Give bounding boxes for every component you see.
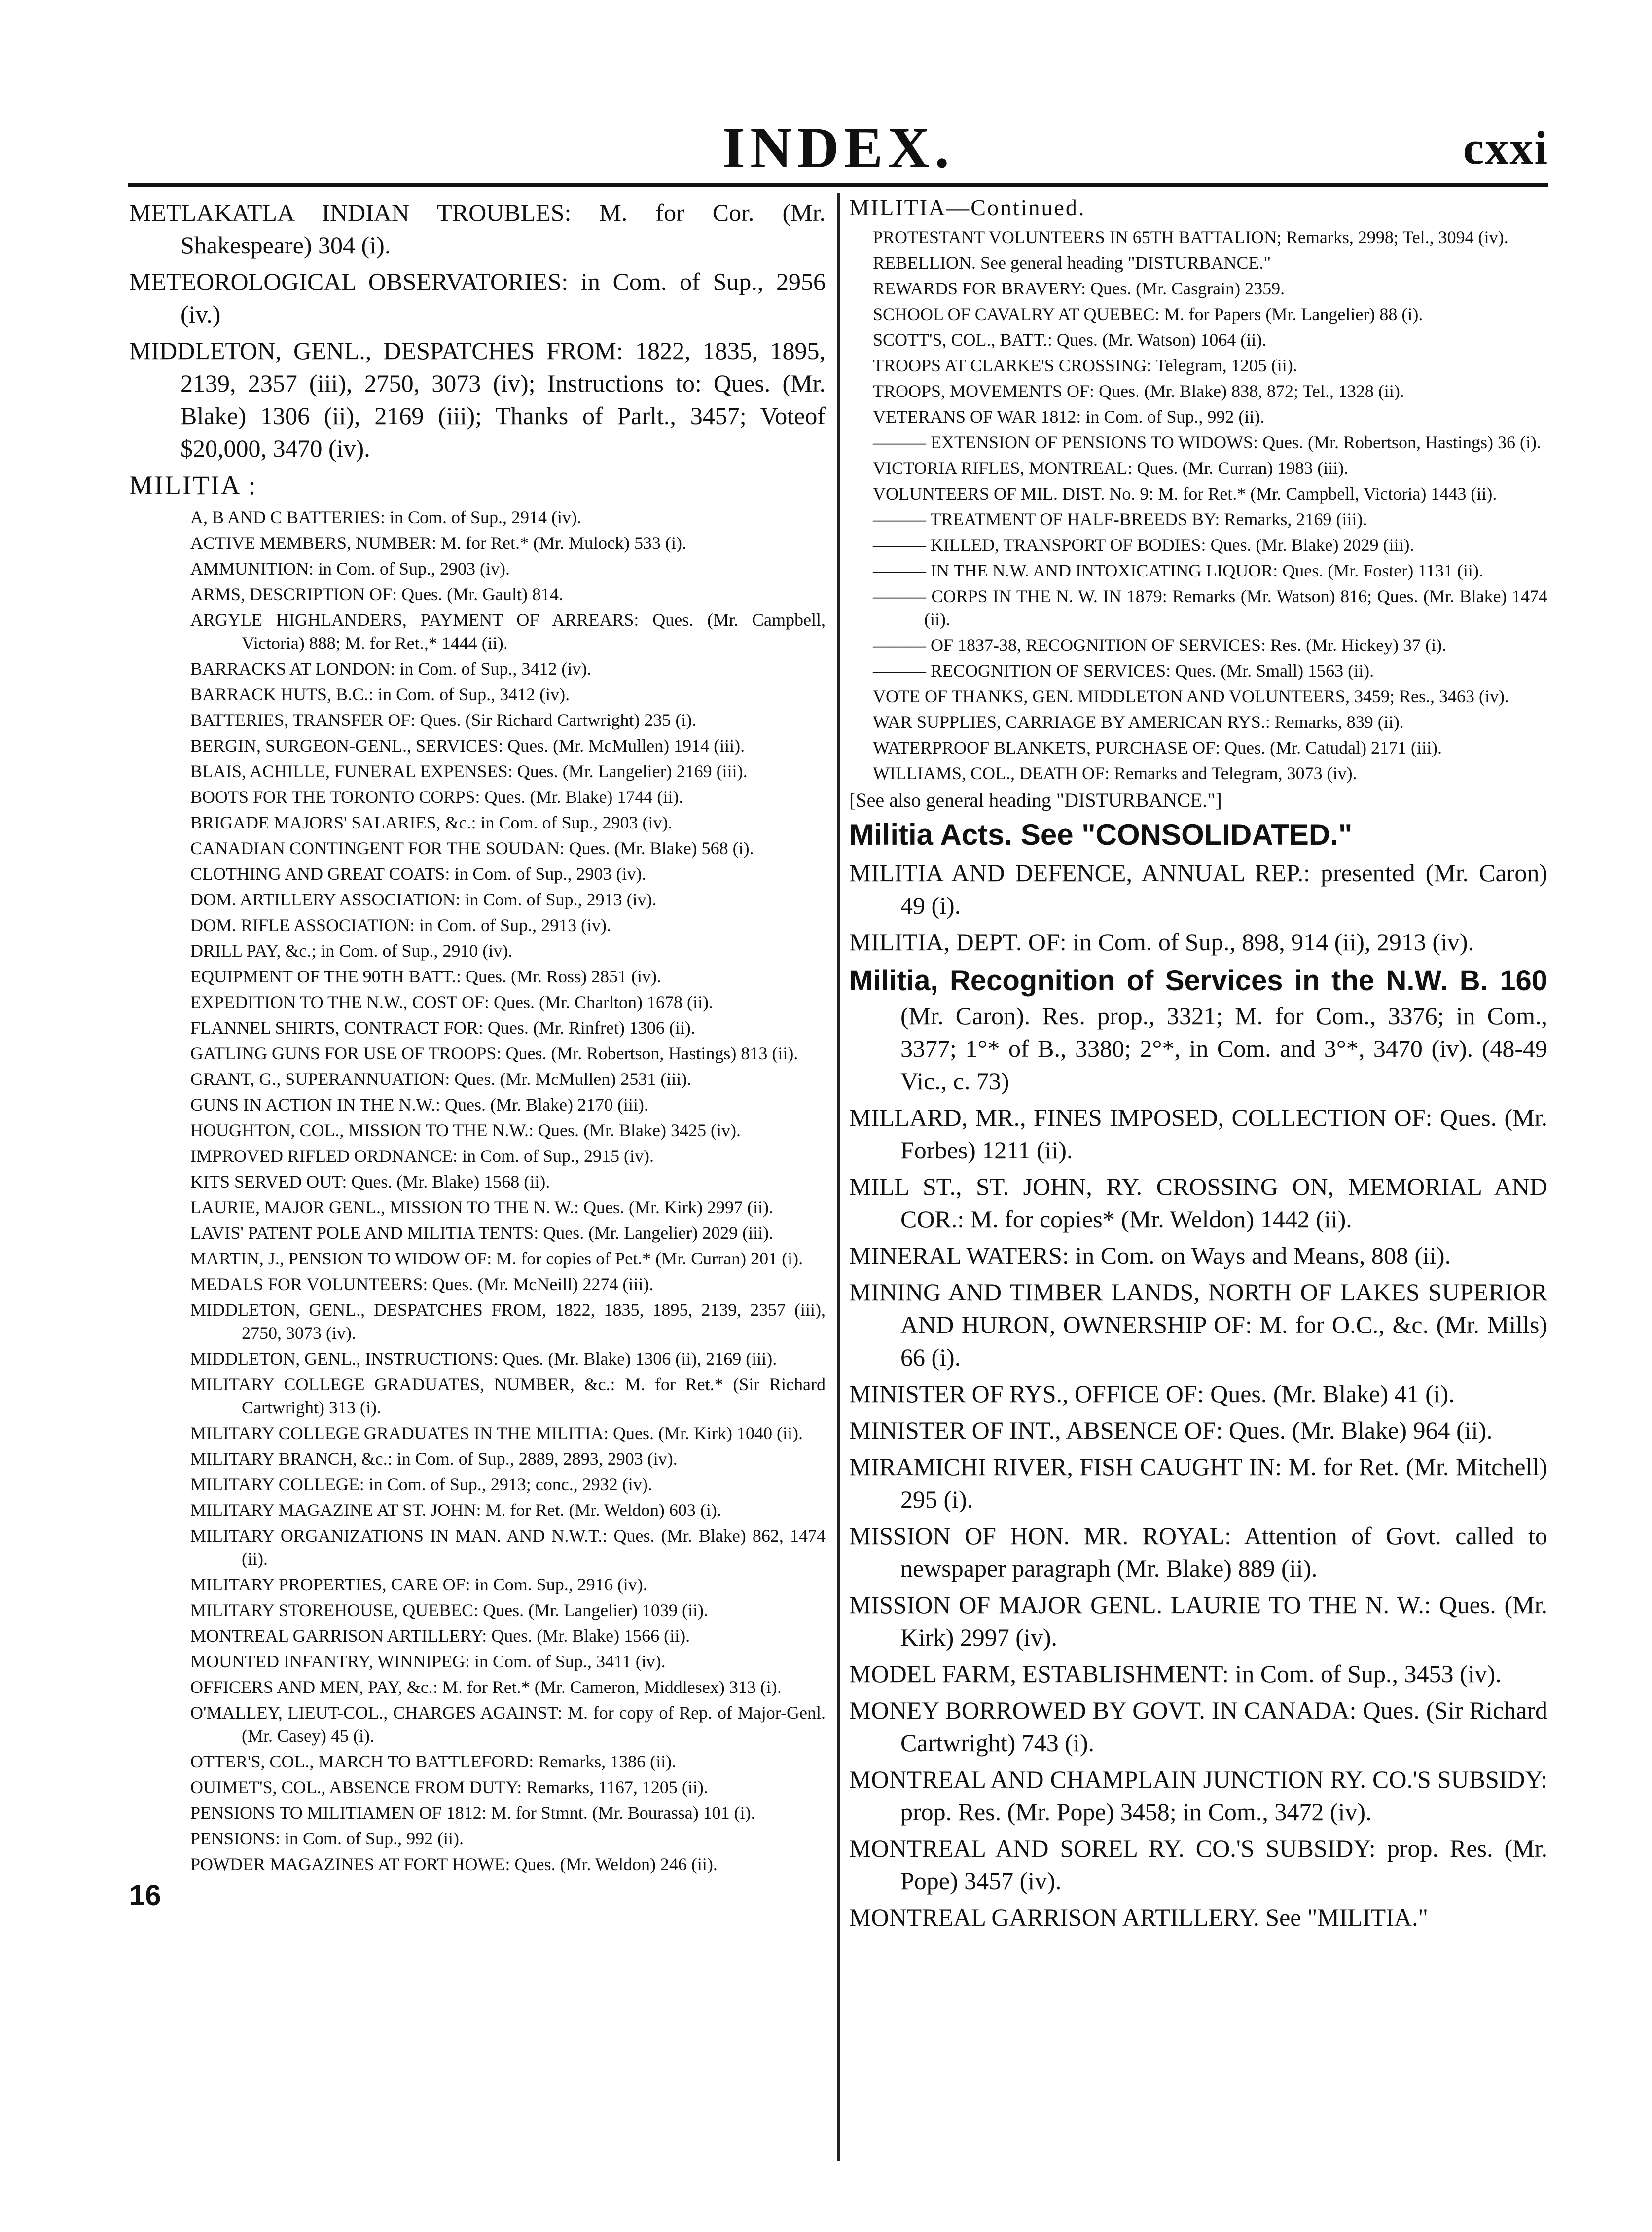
subentry: BOOTS FOR THE TORONTO CORPS: Ques. (Mr. Blake) 1744 (ii). (190, 787, 683, 807)
header-rule (128, 183, 1548, 187)
subentry: VOTE OF THANKS, GEN. MIDDLETON AND VOLUNTEERS, 3459; Res., 3463 (iv). (873, 686, 1509, 706)
signature-mark: 16 (129, 1879, 161, 1911)
subentry: GRANT, G., SUPERANNUATION: Ques. (Mr. McMullen) 2531 (iii). (190, 1069, 692, 1089)
index-entry: MINING AND TIMBER LANDS, NORTH OF LAKES SUPERIOR AND HURON, OWNERSHIP OF: M. for O.C., &c. (Mr. Mills) 66 (i). (849, 1278, 1547, 1371)
subentry: TROOPS, MOVEMENTS OF: Ques. (Mr. Blake) 838, 872; Tel., 1328 (ii). (873, 381, 1404, 401)
index-entry: MISSION OF HON. MR. ROYAL: Attention of Govt. called to newspaper paragraph (Mr. Blake) 889 (ii). (849, 1522, 1547, 1582)
subentry: ——— EXTENSION OF PENSIONS TO WIDOWS: Ques. (Mr. Robertson, Hastings) 36 (i). (873, 432, 1541, 452)
subentry: BRIGADE MAJORS' SALARIES, &c.: in Com. of Sup., 2903 (iv). (190, 813, 673, 832)
subentry: REWARDS FOR BRAVERY: Ques. (Mr. Casgrain) 2359. (873, 279, 1285, 298)
subentry: MIDDLETON, GENL., DESPATCHES FROM, 1822, 1835, 1895, 2139, 2357 (iii), 2750, 3073 (iv). (190, 1300, 826, 1343)
subentry: EXPEDITION TO THE N.W., COST OF: Ques. (Mr. Charlton) 1678 (ii). (190, 992, 713, 1012)
index-entry: MILITIA AND DEFENCE, ANNUAL REP.: presented (Mr. Caron) 49 (i). (849, 859, 1547, 919)
subentry: MILITARY COLLEGE: in Com. of Sup., 2913; conc., 2932 (iv). (190, 1475, 652, 1494)
subentry: VOLUNTEERS OF MIL. DIST. No. 9: M. for Ret.* (Mr. Campbell, Victoria) 1443 (ii). (873, 484, 1497, 504)
subentry: ARMS, DESCRIPTION OF: Ques. (Mr. Gault) 814. (190, 584, 564, 604)
subentry: ——— CORPS IN THE N. W. IN 1879: Remarks (Mr. Watson) 816; Ques. (Mr. Blake) 1474 (ii). (873, 586, 1547, 629)
subentry: BARRACK HUTS, B.C.: in Com. of Sup., 3412 (iv). (190, 684, 570, 704)
subentry: ——— KILLED, TRANSPORT OF BODIES: Ques. (Mr. Blake) 2029 (iii). (873, 535, 1414, 555)
subentry: TROOPS AT CLARKE'S CROSSING: Telegram, 1205 (ii). (873, 356, 1297, 375)
index-entry: MILITIA, DEPT. OF: in Com. of Sup., 898, 914 (ii), 2913 (iv). (849, 928, 1474, 956)
subentry: REBELLION. See general heading "DISTURBANCE." (873, 253, 1271, 273)
subentry: MARTIN, J., PENSION TO WIDOW OF: M. for copies of Pet.* (Mr. Curran) 201 (i). (190, 1249, 803, 1268)
subentry: BLAIS, ACHILLE, FUNERAL EXPENSES: Ques. (Mr. Langelier) 2169 (iii). (190, 761, 748, 781)
subentry: DOM. RIFLE ASSOCIATION: in Com. of Sup., 2913 (iv). (190, 915, 611, 935)
subentry: IMPROVED RIFLED ORDNANCE: in Com. of Sup., 2915 (iv). (190, 1146, 654, 1166)
subentry: GATLING GUNS FOR USE OF TROOPS: Ques. (Mr. Robertson, Hastings) 813 (ii). (190, 1044, 798, 1063)
index-entry: MODEL FARM, ESTABLISHMENT: in Com. of Sup., 3453 (iv). (849, 1660, 1502, 1688)
subentry: KITS SERVED OUT: Ques. (Mr. Blake) 1568 (ii). (190, 1172, 550, 1191)
subentry: GUNS IN ACTION IN THE N.W.: Ques. (Mr. Blake) 2170 (iii). (190, 1095, 648, 1115)
page-title: INDEX. (722, 115, 954, 180)
subentry: BERGIN, SURGEON-GENL., SERVICES: Ques. (Mr. McMullen) 1914 (iii). (190, 736, 745, 756)
subentry: MILITARY BRANCH, &c.: in Com. of Sup., 2889, 2893, 2903 (iv). (190, 1449, 678, 1469)
subentry: LAURIE, MAJOR GENL., MISSION TO THE N. W.: Ques. (Mr. Kirk) 2997 (ii). (190, 1197, 773, 1217)
index-entry: MINERAL WATERS: in Com. on Ways and Means, 808 (ii). (849, 1242, 1451, 1269)
subentry: BATTERIES, TRANSFER OF: Ques. (Sir Richard Cartwright) 235 (i). (190, 710, 697, 730)
page-number: cxxi (1463, 121, 1548, 174)
subentry: LAVIS' PATENT POLE AND MILITIA TENTS: Ques. (Mr. Langelier) 2029 (iii). (190, 1223, 774, 1243)
subentry: POWDER MAGAZINES AT FORT HOWE: Ques. (Mr. Weldon) 246 (ii). (190, 1854, 718, 1874)
subentry: CANADIAN CONTINGENT FOR THE SOUDAN: Ques. (Mr. Blake) 568 (i). (190, 838, 754, 858)
subentry: MILITARY COLLEGE GRADUATES IN THE MILITIA: Ques. (Mr. Kirk) 1040 (ii). (190, 1423, 803, 1443)
subentry: MONTREAL GARRISON ARTILLERY: Ques. (Mr. Blake) 1566 (ii). (190, 1626, 690, 1646)
page-header (128, 113, 1548, 182)
subentry: PENSIONS: in Com. of Sup., 992 (ii). (190, 1829, 464, 1848)
subentry: A, B AND C BATTERIES: in Com. of Sup., 2914 (iv). (190, 507, 582, 527)
index-entry: MONEY BORROWED BY GOVT. IN CANADA: Ques. (Sir Richard Cartwright) 743 (i). (849, 1696, 1547, 1757)
subentry: SCHOOL OF CAVALRY AT QUEBEC: M. for Papers (Mr. Langelier) 88 (i). (873, 304, 1423, 324)
index-entry: MILLARD, MR., FINES IMPOSED, COLLECTION OF: Ques. (Mr. Forbes) 1211 (ii). (849, 1104, 1547, 1164)
subentry: AMMUNITION: in Com. of Sup., 2903 (iv). (190, 559, 510, 578)
subentry: VICTORIA RIFLES, MONTREAL: Ques. (Mr. Curran) 1983 (iii). (873, 458, 1349, 478)
subentry: ——— IN THE N.W. AND INTOXICATING LIQUOR: Ques. (Mr. Foster) 1131 (ii). (873, 561, 1483, 580)
subentry: ——— OF 1837-38, RECOGNITION OF SERVICES: Res. (Mr. Hickey) 37 (i). (873, 635, 1447, 655)
subentry: O'MALLEY, LIEUT-COL., CHARGES AGAINST: M. for copy of Rep. of Major-Genl. (Mr. Casey) 45 (i). (190, 1703, 826, 1746)
left-column (129, 193, 826, 1913)
subentry: OFFICERS AND MEN, PAY, &c.: M. for Ret.* (Mr. Cameron, Middlesex) 313 (i). (190, 1677, 782, 1697)
index-entry: MINISTER OF INT., ABSENCE OF: Ques. (Mr. Blake) 964 (ii). (849, 1416, 1493, 1444)
subentry: MIDDLETON, GENL., INSTRUCTIONS: Ques. (Mr. Blake) 1306 (ii), 2169 (iii). (190, 1349, 777, 1368)
subentry: WATERPROOF BLANKETS, PURCHASE OF: Ques. (Mr. Catudal) 2171 (iii). (873, 738, 1442, 757)
militia-acts-entry: Militia Acts. See "CONSOLIDATED." (849, 818, 1353, 851)
recognition-bill-title: Militia, Recognition of Services in the N.W. B. 160 (849, 965, 1547, 997)
index-entry: MIDDLETON, GENL., DESPATCHES FROM: 1822, 1835, 1895, 2139, 2357 (iii), 2750, 3073 (iv); Instructions to: Ques. (Mr. Blake) 1306 (ii), 2169 (iii); Thanks of Parlt., 3457; Voteof $20,000, 3470 (iv). (129, 337, 826, 462)
index-entry: MINISTER OF RYS., OFFICE OF: Ques. (Mr. Blake) 41 (i). (849, 1380, 1455, 1407)
militia-continued-heading: MILITIA—Continued. (849, 195, 1086, 220)
subentry: VETERANS OF WAR 1812: in Com. of Sup., 992 (ii). (873, 407, 1265, 427)
subentry: OUIMET'S, COL., ABSENCE FROM DUTY: Remarks, 1167, 1205 (ii). (190, 1777, 708, 1797)
recognition-bill-details: (Mr. Caron). Res. prop., 3321; M. for Com., 3376; in Com., 3377; 1°* of B., 3380; 2°*, in Com. and 3°*, 3470 (iv). (48-49 Vic., c. 73) (900, 1002, 1547, 1095)
index-entry: METEOROLOGICAL OBSERVATORIES: in Com. of Sup., 2956 (iv.) (129, 268, 826, 328)
subentry: DOM. ARTILLERY ASSOCIATION: in Com. of Sup., 2913 (iv). (190, 890, 657, 909)
index-entry: MONTREAL GARRISON ARTILLERY. See "MILITIA." (849, 1904, 1428, 1931)
subentry: DRILL PAY, &c.; in Com. of Sup., 2910 (iv). (190, 941, 513, 961)
subentry: PROTESTANT VOLUNTEERS IN 65TH BATTALION; Remarks, 2998; Tel., 3094 (iv). (873, 227, 1508, 247)
subentry: FLANNEL SHIRTS, CONTRACT FOR: Ques. (Mr. Rinfret) 1306 (ii). (190, 1018, 695, 1038)
index-entry: MILL ST., ST. JOHN, RY. CROSSING ON, MEMORIAL AND COR.: M. for copies* (Mr. Weldon) 1442 (ii). (849, 1173, 1547, 1233)
subentry: OTTER'S, COL., MARCH TO BATTLEFORD: Remarks, 1386 (ii). (190, 1752, 677, 1771)
subentry: MILITARY COLLEGE GRADUATES, NUMBER, &c.: M. for Ret.* (Sir Richard Cartwright) 313 (i). (190, 1374, 826, 1417)
subentry: WAR SUPPLIES, CARRIAGE BY AMERICAN RYS.: Remarks, 839 (ii). (873, 712, 1404, 732)
index-entry: MIRAMICHI RIVER, FISH CAUGHT IN: M. for Ret. (Mr. Mitchell) 295 (i). (849, 1453, 1547, 1513)
index-entry: METLAKATLA INDIAN TROUBLES: M. for Cor. (Mr. Shakespeare) 304 (i). (129, 199, 826, 259)
see-also-note: [See also general heading "DISTURBANCE."] (849, 789, 1222, 811)
index-entry: MISSION OF MAJOR GENL. LAURIE TO THE N. W.: Ques. (Mr. Kirk) 2997 (iv). (849, 1591, 1547, 1651)
index-entry: MONTREAL AND SOREL RY. CO.'S SUBSIDY: prop. Res. (Mr. Pope) 3457 (iv). (849, 1835, 1547, 1895)
recognition-entry (849, 962, 1547, 1097)
subentry: MILITARY STOREHOUSE, QUEBEC: Ques. (Mr. Langelier) 1039 (ii). (190, 1600, 709, 1620)
subentry: ARGYLE HIGHLANDERS, PAYMENT OF ARREARS: Ques. (Mr. Campbell, Victoria) 888; M. for Ret.,* 1444 (ii). (190, 610, 826, 653)
subentry: HOUGHTON, COL., MISSION TO THE N.W.: Ques. (Mr. Blake) 3425 (iv). (190, 1120, 741, 1140)
subentry: MILITARY MAGAZINE AT ST. JOHN: M. for Ret. (Mr. Weldon) 603 (i). (190, 1500, 721, 1520)
subentry: MOUNTED INFANTRY, WINNIPEG: in Com. of Sup., 3411 (iv). (190, 1652, 666, 1671)
militia-heading: MILITIA : (129, 470, 257, 500)
subentry: ACTIVE MEMBERS, NUMBER: M. for Ret.* (Mr. Mulock) 533 (i). (190, 533, 686, 553)
subentry: ——— TREATMENT OF HALF-BREEDS BY: Remarks, 2169 (iii). (873, 509, 1367, 529)
right-column (849, 193, 1547, 1938)
subentry: BARRACKS AT LONDON: in Com. of Sup., 3412 (iv). (190, 659, 592, 679)
militia-continued-subentries (873, 226, 1547, 785)
subentry: MILITARY PROPERTIES, CARE OF: in Com. Sup., 2916 (iv). (190, 1575, 647, 1594)
subentry: SCOTT'S, COL., BATT.: Ques. (Mr. Watson) 1064 (ii). (873, 330, 1267, 350)
militia-subentries (190, 506, 826, 1876)
column-divider (837, 193, 840, 2161)
subentry: ——— RECOGNITION OF SERVICES: Ques. (Mr. Small) 1563 (ii). (873, 661, 1374, 681)
subentry: EQUIPMENT OF THE 90TH BATT.: Ques. (Mr. Ross) 2851 (iv). (190, 967, 661, 986)
subentry: MILITARY ORGANIZATIONS IN MAN. AND N.W.T.: Ques. (Mr. Blake) 862, 1474 (ii). (190, 1526, 826, 1569)
subentry: WILLIAMS, COL., DEATH OF: Remarks and Telegram, 3073 (iv). (873, 763, 1357, 783)
subentry: CLOTHING AND GREAT COATS: in Com. of Sup., 2903 (iv). (190, 864, 646, 884)
subentry: MEDALS FOR VOLUNTEERS: Ques. (Mr. McNeill) 2274 (iii). (190, 1274, 654, 1294)
index-entry: MONTREAL AND CHAMPLAIN JUNCTION RY. CO.'S SUBSIDY: prop. Res. (Mr. Pope) 3458; in Com., 3472 (iv). (849, 1765, 1547, 1826)
subentry: PENSIONS TO MILITIAMEN OF 1812: M. for Stmnt. (Mr. Bourassa) 101 (i). (190, 1803, 755, 1823)
